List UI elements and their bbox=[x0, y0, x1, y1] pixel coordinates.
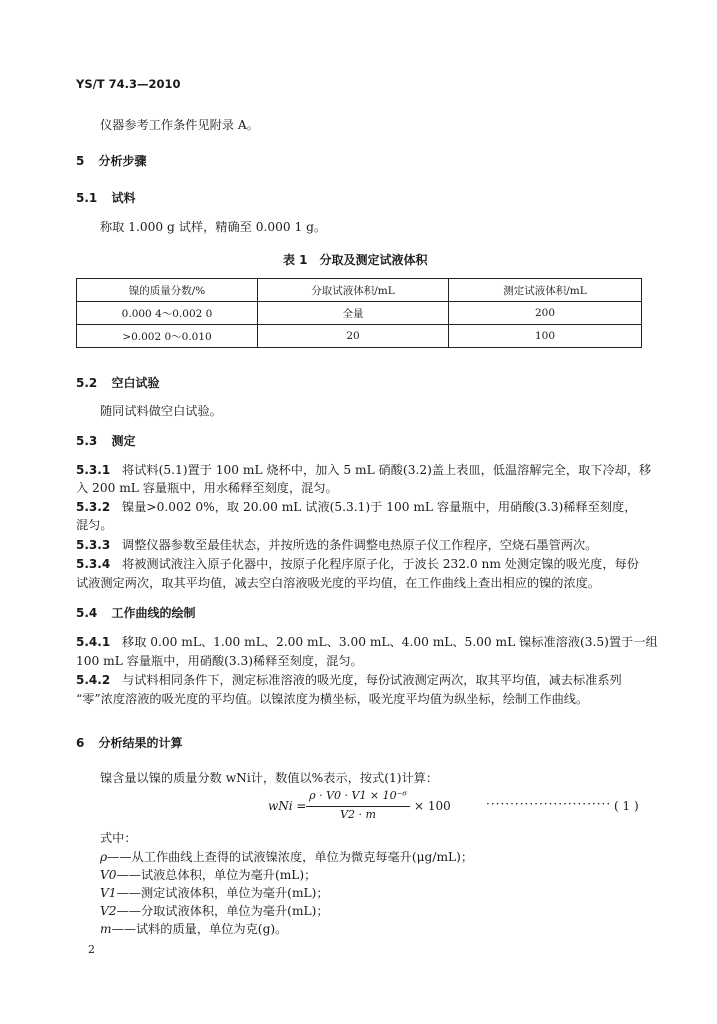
formula-denominator: V2 · m bbox=[340, 808, 376, 821]
table-header-cell: 分取试液体积/mL bbox=[258, 279, 449, 302]
paragraph-5-3-2-line-1 bbox=[76, 499, 636, 515]
definition-text: ——试液总体积，单位为毫升(mL)； bbox=[116, 868, 317, 882]
paragraph-5-3-2-line-2: 混匀。 bbox=[76, 518, 113, 532]
section-title: 工作曲线的绘制 bbox=[111, 606, 196, 620]
section-title: 分析步骤 bbox=[98, 154, 147, 168]
section-5-2-text: 随同试料做空白试验。 bbox=[100, 404, 222, 418]
equation-number: ( 1 ) bbox=[614, 799, 639, 813]
definition-v0 bbox=[100, 867, 316, 883]
section-number: 6 bbox=[76, 736, 85, 750]
paragraph-number: 5.3.4 bbox=[76, 557, 111, 571]
section-6-heading bbox=[76, 734, 183, 751]
table-cell: 20 bbox=[258, 325, 449, 348]
section-number: 5 bbox=[76, 154, 85, 168]
paragraph-text: 调整仪器参数至最佳状态，并按所选的条件调整电热原子仪工作程序，空烧石墨管两次。 bbox=[122, 538, 598, 552]
definition-symbol: ρ bbox=[100, 850, 108, 864]
definition-symbol: V1 bbox=[100, 886, 117, 900]
page-number: 2 bbox=[88, 943, 95, 956]
paragraph-number: 5.3.3 bbox=[76, 538, 111, 552]
paragraph-5-4-2-line-2: “零”浓度溶液的吸光度的平均值。以镍浓度为横坐标，吸光度平均值为纵坐标，绘制工作曲线。 bbox=[76, 692, 589, 706]
definition-text: ——试料的质量，单位为克(g)。 bbox=[111, 922, 288, 936]
intro-line: 仪器参考工作条件见附录 A。 bbox=[100, 118, 259, 132]
paragraph-number: 5.4.1 bbox=[76, 635, 111, 649]
definition-rho bbox=[100, 849, 473, 865]
paragraph-number: 5.3.2 bbox=[76, 500, 111, 514]
paragraph-number: 5.4.2 bbox=[76, 673, 111, 687]
definition-symbol: V0 bbox=[100, 868, 117, 882]
section-title: 空白试验 bbox=[111, 376, 160, 390]
paragraph-number: 5.3.1 bbox=[76, 463, 111, 477]
paragraph-text: 将被测试液注入原子化器中，按原子化程序原子化，于波长 232.0 nm 处测定镍的吸光度，每份 bbox=[122, 557, 639, 571]
table-header-cell: 测定试液体积/mL bbox=[449, 279, 642, 302]
section-title: 测定 bbox=[111, 434, 136, 448]
where-label: 式中： bbox=[100, 831, 137, 845]
table-header-row bbox=[77, 279, 642, 302]
section-number: 5.1 bbox=[76, 191, 98, 205]
section-title: 试料 bbox=[111, 191, 136, 205]
section-number: 5.4 bbox=[76, 606, 98, 620]
paragraph-5-3-1-line-1 bbox=[76, 462, 651, 478]
table-cell: >0.002 0～0.010 bbox=[77, 325, 258, 348]
definition-symbol: m bbox=[100, 922, 112, 936]
table-cell: 200 bbox=[449, 302, 642, 325]
section-5-1-heading bbox=[76, 189, 135, 206]
section-5-2-heading bbox=[76, 374, 159, 391]
definition-symbol: V2 bbox=[100, 904, 117, 918]
standard-number-header: YS/T 74.3—2010 bbox=[76, 77, 181, 91]
paragraph-5-4-2-line-1 bbox=[76, 672, 622, 688]
paragraph-text: 镍量>0.002 0%，取 20.00 mL 试液(5.3.1)于 100 mL 容量瓶中，用硝酸(3.3)稀释至刻度， bbox=[122, 500, 637, 514]
table-header-cell: 镍的质量分数/% bbox=[77, 279, 258, 302]
paragraph-5-4-1-line-1 bbox=[76, 634, 658, 650]
definition-text: ——从工作曲线上查得的试液镍浓度，单位为微克每毫升(μg/mL)； bbox=[107, 850, 474, 864]
definition-text: ——测定试液体积，单位为毫升(mL)； bbox=[116, 886, 329, 900]
paragraph-5-3-4-line-1 bbox=[76, 556, 639, 572]
paragraph-5-3-1-line-2: 入 200 mL 容量瓶中，用水稀释至刻度，混匀。 bbox=[76, 481, 338, 495]
definition-m bbox=[100, 921, 287, 937]
formula-numerator: ρ · V0 · V1 × 10⁻⁶ bbox=[309, 789, 407, 802]
paragraph-5-3-3-line-1 bbox=[76, 537, 597, 553]
paragraph-text: 移取 0.00 mL、1.00 mL、2.00 mL、3.00 mL、4.00 mL、5.00 mL 镍标准溶液(3.5)置于一组 bbox=[122, 635, 658, 649]
section-5-1-text: 称取 1.000 g 试样，精确至 0.000 1 g。 bbox=[100, 220, 327, 234]
definition-text: ——分取试液体积，单位为毫升(mL)； bbox=[116, 904, 329, 918]
definition-v1 bbox=[100, 885, 329, 901]
section-5-3-heading bbox=[76, 432, 135, 449]
formula-multiplier: × 100 bbox=[414, 799, 451, 813]
table-cell: 100 bbox=[449, 325, 642, 348]
fraction-bar bbox=[306, 806, 410, 807]
section-number: 5.3 bbox=[76, 434, 98, 448]
section-number: 5.2 bbox=[76, 376, 98, 390]
formula-lhs: wNi = bbox=[268, 799, 307, 813]
table-row bbox=[77, 302, 642, 325]
formula-leader-dots: ·························· bbox=[486, 797, 612, 811]
paragraph-text: 与试料相同条件下，测定标准溶液的吸光度，每份试液测定两次，取其平均值，减去标准系列 bbox=[122, 673, 622, 687]
paragraph-5-3-4-line-2: 试液测定两次，取其平均值，减去空白溶液吸光度的平均值，在工作曲线上查出相应的镍的浓度。 bbox=[76, 576, 601, 590]
section-title: 分析结果的计算 bbox=[98, 736, 183, 750]
calculation-intro: 镍含量以镍的质量分数 wNi计，数值以%表示，按式(1)计算： bbox=[100, 771, 439, 785]
section-5-heading bbox=[76, 152, 147, 169]
table-cell: 全量 bbox=[258, 302, 449, 325]
table-1-caption: 表 1 分取及测定试液体积 bbox=[283, 253, 428, 267]
table-cell: 0.000 4～0.002 0 bbox=[77, 302, 258, 325]
definition-v2 bbox=[100, 903, 329, 919]
section-5-4-heading bbox=[76, 604, 195, 621]
paragraph-text: 将试料(5.1)置于 100 mL 烧杯中，加入 5 mL 硝酸(3.2)盖上表皿，低温溶解完全，取下冷却，移 bbox=[122, 463, 652, 477]
volume-table bbox=[76, 278, 642, 348]
table-row bbox=[77, 325, 642, 348]
paragraph-5-4-1-line-2: 100 mL 容量瓶中，用硝酸(3.3)稀释至刻度，混匀。 bbox=[76, 654, 363, 668]
